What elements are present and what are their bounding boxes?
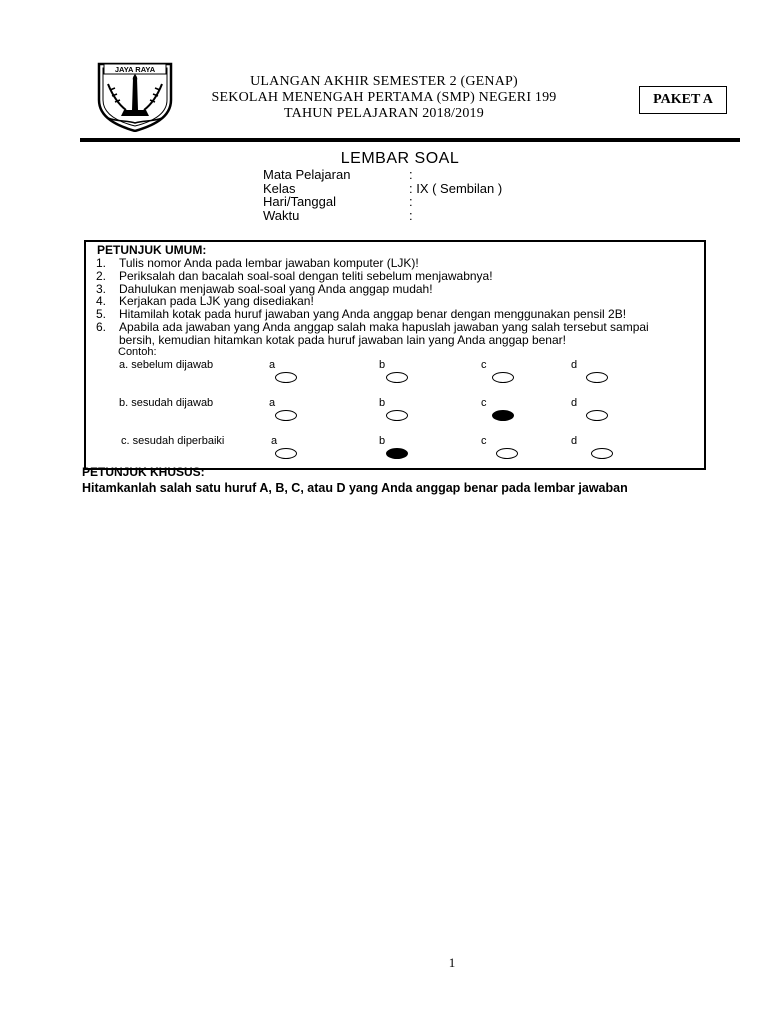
answer-bubble-empty xyxy=(586,410,608,421)
rule-text: Periksalah dan bacalah soal-soal dengan teliti sebelum menjawabnya! xyxy=(119,269,493,283)
rule-number: 2. xyxy=(96,269,107,283)
answer-bubble-filled xyxy=(492,410,514,421)
info-value-hari-tanggal: : xyxy=(409,194,413,209)
info-label-mata-pelajaran: Mata Pelajaran xyxy=(263,167,351,182)
option-letter: b xyxy=(379,435,386,447)
general-instructions-heading: PETUNJUK UMUM: xyxy=(97,243,207,257)
document-title: LEMBAR SOAL xyxy=(340,150,460,167)
info-value-waktu: : xyxy=(409,208,413,223)
option-letter: c xyxy=(481,397,487,409)
page-number: 1 xyxy=(448,955,456,970)
paket-badge: PAKET A xyxy=(639,86,727,114)
info-label-kelas: Kelas xyxy=(263,181,296,196)
info-label-waktu: Waktu xyxy=(263,208,300,223)
rule-text: Tulis nomor Anda pada lembar jawaban komputer (LJK)! xyxy=(119,256,419,270)
special-instructions-heading: PETUNJUK KHUSUS: xyxy=(82,465,205,479)
rule-number: 4. xyxy=(96,294,107,308)
answer-bubble-empty xyxy=(586,372,608,383)
answer-bubble-empty xyxy=(275,448,297,459)
rule-text: Dahulukan menjawab soal-soal yang Anda anggap mudah! xyxy=(119,282,433,296)
answer-bubble-filled xyxy=(386,448,408,459)
option-letter: a xyxy=(271,435,278,447)
answer-bubble-empty xyxy=(492,372,514,383)
option-letter: d xyxy=(571,359,578,371)
example-label: c. sesudah diperbaiki xyxy=(121,435,225,447)
option-letter: d xyxy=(571,435,578,447)
answer-bubble-empty xyxy=(275,372,297,383)
info-value-kelas: : IX ( Sembilan ) xyxy=(409,181,503,196)
rule-text: Hitamilah kotak pada huruf jawaban yang Anda anggap benar dengan menggunakan pensil 2B! xyxy=(119,307,627,321)
option-letter: b xyxy=(379,397,386,409)
exam-title: ULANGAN AKHIR SEMESTER 2 (GENAP) xyxy=(250,74,518,89)
answer-bubble-empty xyxy=(591,448,613,459)
rule-text: Apabila ada jawaban yang Anda anggap salah maka hapuslah jawaban yang salah tersebut sampai xyxy=(119,320,649,334)
option-letter: a xyxy=(269,397,276,409)
option-letter: d xyxy=(571,397,578,409)
option-letter: c xyxy=(481,359,487,371)
info-label-hari-tanggal: Hari/Tanggal xyxy=(263,194,336,209)
option-letter: c xyxy=(481,435,487,447)
academic-year: TAHUN PELAJARAN 2018/2019 xyxy=(284,106,484,121)
special-instructions-text: Hitamkanlah salah satu huruf A, B, C, atau D yang Anda anggap benar pada lembar jawaban xyxy=(82,481,628,495)
rule-text: Kerjakan pada LJK yang disediakan! xyxy=(119,294,314,308)
school-name: SEKOLAH MENENGAH PERTAMA (SMP) NEGERI 199 xyxy=(211,90,557,105)
answer-bubble-empty xyxy=(275,410,297,421)
logo-banner-text: JAYA RAYA xyxy=(114,65,156,74)
answer-bubble-empty xyxy=(496,448,518,459)
header-divider xyxy=(80,138,740,142)
answer-bubble-empty xyxy=(386,410,408,421)
answer-bubble-empty xyxy=(386,372,408,383)
rule-number: 6. xyxy=(96,320,107,334)
option-letter: b xyxy=(379,359,386,371)
rule-number: 1. xyxy=(96,256,107,270)
example-label: a. sebelum dijawab xyxy=(119,359,214,371)
info-value-mata-pelajaran: : xyxy=(409,167,413,182)
rule-text-continued: bersih, kemudian hitamkan kotak pada huruf jawaban lain yang Anda anggap benar! xyxy=(119,333,566,347)
rule-number: 3. xyxy=(96,282,107,296)
option-letter: a xyxy=(269,359,276,371)
rule-number: 5. xyxy=(96,307,107,321)
example-label: b. sesudah dijawab xyxy=(119,397,214,409)
example-heading: Contoh: xyxy=(118,346,157,358)
